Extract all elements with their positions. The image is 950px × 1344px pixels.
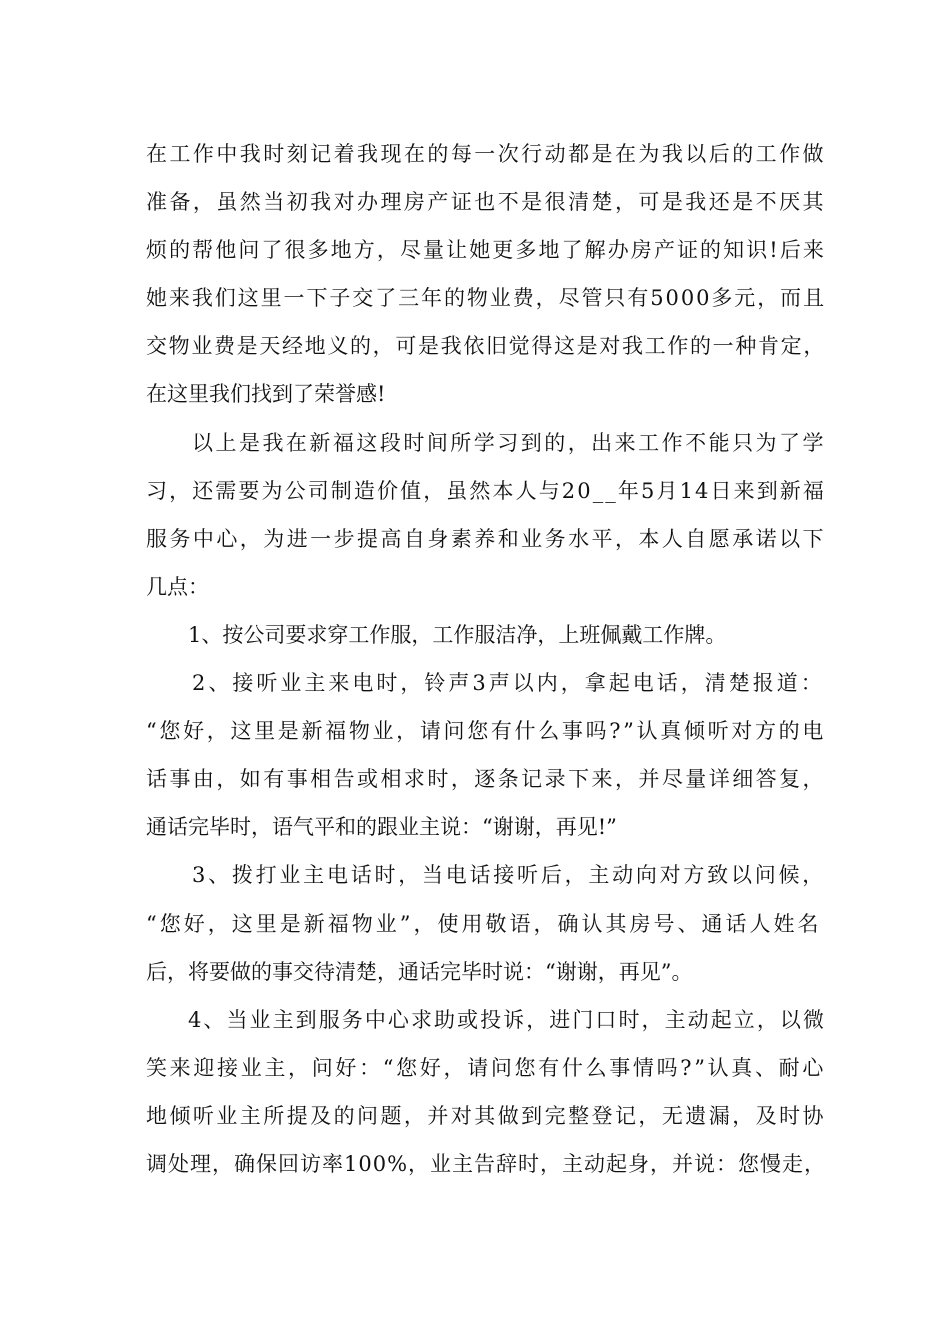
text-line: 3、拨打业主电话时，当电话接听后，主动向对方致以问候， bbox=[192, 863, 826, 888]
text-line: 以上是我在新福这段时间所学习到的，出来工作不能只为了学 bbox=[192, 430, 826, 455]
text-line: 地倾听业主所提及的问题，并对其做到完整登记，无遗漏，及时协 bbox=[146, 1103, 826, 1128]
text-line: 服务中心，为进一步提高自身素养和业务水平，本人自愿承诺以下 bbox=[146, 526, 826, 551]
text-line: 通话完毕时，语气平和的跟业主说：“谢谢，再见!” bbox=[146, 815, 617, 840]
text-line: 在工作中我时刻记着我现在的每一次行动都是在为我以后的工作做 bbox=[146, 142, 826, 166]
text-line: 习，还需要为公司制造价值，虽然本人与20__年5月14日来到新福 bbox=[146, 478, 826, 503]
text-line: 4、当业主到服务中心求助或投诉，进门口时，主动起立，以微 bbox=[188, 1007, 826, 1032]
text-line: 2、接听业主来电时，铃声3声以内，拿起电话，清楚报道： bbox=[192, 671, 825, 696]
text-line: 准备，虽然当初我对办理房产证也不是很清楚，可是我还是不厌其 bbox=[146, 190, 826, 215]
text-line: 话事由，如有事相告或相求时，逐条记录下来，并尽量详细答复， bbox=[146, 767, 826, 792]
text-line: 调处理，确保回访率100%，业主告辞时，主动起身，并说：您慢走， bbox=[146, 1151, 826, 1176]
text-line: 笑来迎接业主，问好：“您好，请问您有什么事情吗?”认真、耐心 bbox=[146, 1055, 826, 1080]
text-line: 烦的帮他问了很多地方，尽量让她更多地了解办房产证的知识!后来 bbox=[146, 238, 826, 263]
text-line: 在这里我们找到了荣誉感! bbox=[146, 382, 386, 407]
text-line: 后，将要做的事交待清楚，通话完毕时说：“谢谢，再见”。 bbox=[146, 959, 693, 984]
document-body bbox=[146, 130, 826, 1188]
text-line: “您好，这里是新福物业，请问您有什么事吗?”认真倾听对方的电 bbox=[146, 719, 826, 744]
text-line: 她来我们这里一下子交了三年的物业费，尽管只有5000多元，而且 bbox=[146, 286, 826, 311]
text-line: 几点： bbox=[146, 574, 209, 599]
text-line: 交物业费是天经地义的，可是我依旧觉得这是对我工作的一种肯定， bbox=[146, 334, 826, 359]
text-line: “您好，这里是新福物业”，使用敬语，确认其房号、通话人姓名 bbox=[146, 911, 822, 936]
text-line: 1、按公司要求穿工作服，工作服洁净，上班佩戴工作牌。 bbox=[188, 622, 727, 647]
